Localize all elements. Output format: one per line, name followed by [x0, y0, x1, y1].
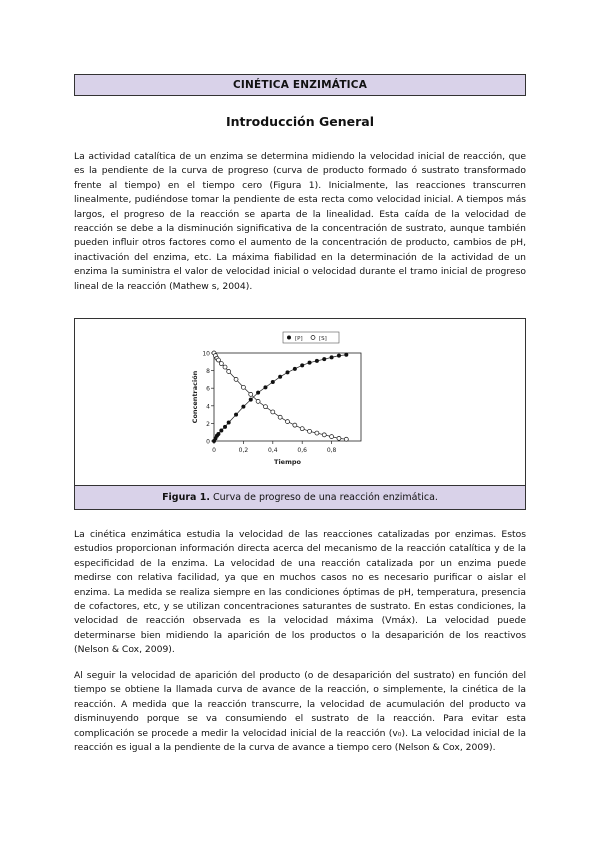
point-product	[337, 354, 341, 358]
point-substrate	[256, 399, 260, 403]
point-substrate	[227, 369, 231, 373]
y-tick-label: 8	[206, 368, 210, 376]
legend-label-p: [P]	[295, 336, 303, 342]
x-tick-label: 0,6	[297, 447, 307, 454]
point-substrate	[271, 410, 275, 414]
point-product	[219, 428, 223, 432]
paragraph-2: La cinética enzimática estudia la velocidad de las reacciones catalizadas por enzimas. Estos estudios proporcionan información directa acerca del mecanismo de la reacción catalítica y de la especificidad de la enzima. La velocidad de una reacción catalizada por un enzima puede medirse con relativa facilidad, ya que en muchos casos no es necesario purificar o aislar el enzima. La medida se realiza siempre en las condiciones óptimas de pH, temperatura, presencia de cofactores, etc, y se utilizan concentraciones saturantes de sustrato. En estas condiciones, la velocidad de reacción observada es la velocidad máxima (Vmáx). La velocidad puede determinarse bien midiendo la aparición de los productos o la desaparición de los reactivos (Nelson & Cox, 2009).	[74, 529, 526, 656]
y-tick-label: 6	[206, 385, 210, 393]
point-substrate	[223, 365, 227, 369]
y-tick-label: 2	[206, 420, 210, 428]
point-product	[308, 361, 312, 365]
point-substrate	[300, 427, 304, 431]
figure-caption	[75, 485, 525, 509]
point-substrate	[216, 358, 220, 362]
x-tick-label: 0,2	[238, 447, 249, 454]
x-tick-label: 0	[212, 447, 216, 454]
y-tick-label: 10	[202, 350, 210, 358]
legend-label-s: [S]	[319, 336, 327, 342]
point-product	[223, 425, 227, 429]
point-product	[293, 367, 297, 371]
y-tick-label: 4	[206, 403, 210, 411]
figure-caption-text: Curva de progreso de una reacción enzimática.	[213, 492, 438, 503]
point-substrate	[330, 435, 334, 439]
point-product	[271, 380, 275, 384]
point-product	[256, 391, 260, 395]
y-axis-label: Concentración	[191, 370, 199, 424]
point-substrate	[293, 423, 297, 427]
point-product	[315, 359, 319, 363]
point-product	[263, 385, 267, 389]
point-product	[241, 405, 245, 409]
page-title-box	[74, 74, 526, 96]
point-substrate	[278, 415, 282, 419]
x-tick-label: 0,4	[268, 447, 278, 454]
point-product	[227, 421, 231, 425]
point-substrate	[308, 429, 312, 433]
x-axis-label: Tiempo	[274, 458, 301, 466]
point-product	[216, 432, 220, 436]
point-substrate	[322, 433, 326, 437]
point-product	[278, 375, 282, 379]
figure-1	[74, 318, 526, 510]
figure-label: Figura 1.	[162, 492, 210, 503]
point-substrate	[249, 392, 253, 396]
y-tick-label: 0	[206, 438, 210, 446]
point-product	[322, 357, 326, 361]
point-substrate	[234, 377, 238, 381]
point-product	[286, 370, 290, 374]
page-title: CINÉTICA ENZIMÁTICA	[232, 79, 368, 91]
plot-area	[214, 353, 361, 441]
point-product	[249, 398, 253, 402]
x-tick-label: 0,8	[326, 447, 337, 454]
point-product	[344, 353, 348, 357]
legend-marker-s	[311, 336, 315, 340]
point-substrate	[241, 385, 245, 389]
paragraph-1: La actividad catalítica de un enzima se determina midiendo la velocidad inicial de reacción, que es la pendiente de la curva de progreso (curva de producto formado ó sustrato transformado frente al tiempo) en el tiempo cero (Figura 1). Inicialmente, las reacciones transcurren linealmente, pudiéndose tomar la pendiente de esta recta como velocidad inicial. A tiempos más largos, el progreso de la reacción se aparta de la linealidad. Esta caída de la velocidad de reacción se debe a la disminución significativa de la concentración de sustrato, aunque también pueden influir otros factores como el aumento de la concentración de producto, cambios de pH, inactivación del enzima, etc. La máxima fiabilidad en la determinación de la actividad de un enzima la suministra el valor de velocidad inicial o velocidad durante el tramo inicial de progreso lineal de la reacción (Mathew s, 2004).	[74, 151, 526, 292]
legend-marker-p	[287, 336, 291, 340]
point-product	[300, 363, 304, 367]
point-substrate	[315, 431, 319, 435]
progress-chart	[75, 319, 525, 485]
section-heading: Introducción General	[225, 114, 375, 129]
point-substrate	[286, 420, 290, 424]
paragraph-3: Al seguir la velocidad de aparición del producto (o de desaparición del sustrato) en función del tiempo se obtiene la llamada curva de avance de la reacción, o simplemente, la cinética de la reacción. A medida que la reacción transcurre, la velocidad de acumulación del producto va disminuyendo porque se va consumiendo el sustrato de la reacción. Para evitar esta complicación se procede a medir la velocidad inicial de la reacción (v₀). La velocidad inicial de la reacción es igual a la pendiente de la curva de avance a tiempo cero (Nelson & Cox, 2009).	[74, 670, 526, 754]
point-product	[234, 413, 238, 417]
point-substrate	[219, 362, 223, 366]
point-substrate	[344, 437, 348, 441]
point-product	[330, 355, 334, 359]
point-substrate	[263, 405, 267, 409]
point-substrate	[337, 436, 341, 440]
